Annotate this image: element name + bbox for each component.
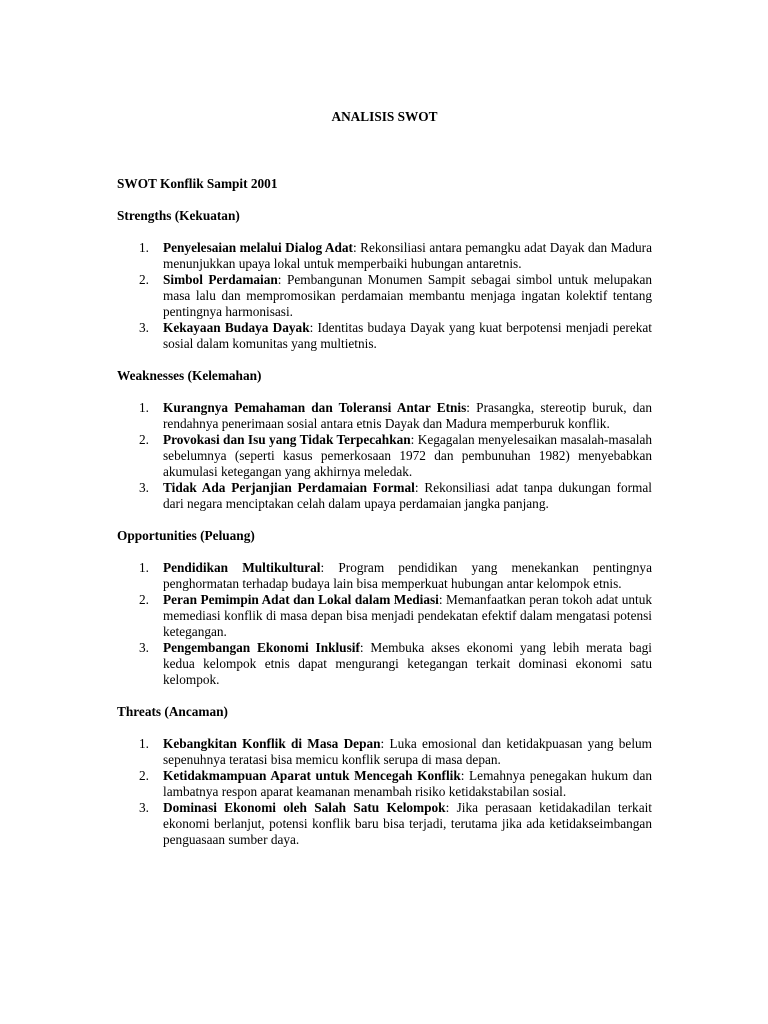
- opportunities-list: [117, 560, 652, 688]
- item-term: Dominasi Ekonomi oleh Salah Satu Kelompok: [163, 800, 446, 815]
- item-text: : Rekonsiliasi adat tanpa dukungan formal dari negara menciptakan celah dalam upaya perdamaian jangka panjang.: [163, 480, 652, 511]
- item-text: : Prasangka, stereotip buruk, dan rendahnya penerimaan sosial antara etnis Dayak dan Madura memperburuk konflik.: [163, 400, 653, 431]
- list-number: 3.: [139, 320, 149, 335]
- item-text: : Pembangunan Monumen Sampit sebagai simbol untuk melupakan masa lalu dan mempromosikan perdamaian membantu menjaga ingatan kolektif tentang pentingnya harmonisasi.: [163, 272, 652, 319]
- list-number: 1.: [139, 736, 149, 751]
- item-text: : Rekonsiliasi antara pemangku adat Dayak dan Madura menunjukkan upaya lokal untuk memperbaiki hubungan antaretnis.: [163, 240, 652, 271]
- item-term: Tidak Ada Perjanjian Perdamaian Formal: [163, 480, 415, 495]
- item-term: Pendidikan Multikultural: [163, 560, 321, 575]
- list-number: 2.: [139, 592, 149, 607]
- section-heading-opportunities: Opportunities (Peluang): [117, 528, 255, 543]
- document-page: [117, 109, 652, 864]
- list-number: 2.: [139, 768, 149, 783]
- list-number: 3.: [139, 480, 149, 495]
- document-subtitle: SWOT Konflik Sampit 2001: [117, 176, 278, 191]
- section-heading-strengths: Strengths (Kekuatan): [117, 208, 240, 223]
- list-number: 2.: [139, 432, 149, 447]
- item-term: Provokasi dan Isu yang Tidak Terpecahkan: [163, 432, 411, 447]
- list-item: [117, 480, 652, 512]
- item-term: Ketidakmampuan Aparat untuk Mencegah Konflik: [163, 768, 461, 783]
- item-term: Peran Pemimpin Adat dan Lokal dalam Mediasi: [163, 592, 439, 607]
- list-item: [117, 736, 652, 768]
- item-text: : Membuka akses ekonomi yang lebih merata bagi kedua kelompok etnis dapat mengurangi ketegangan terkait dominasi ekonomi satu kelompok.: [163, 640, 652, 687]
- list-number: 2.: [139, 272, 149, 287]
- item-text: : Jika perasaan ketidakadilan terkait ekonomi berlanjut, potensi konflik baru bisa terjadi, terutama jika ada ketidakseimbangan penguasaan sumber daya.: [163, 800, 653, 847]
- item-term: Kebangkitan Konflik di Masa Depan: [163, 736, 381, 751]
- list-number: 3.: [139, 640, 149, 655]
- item-text: : Kegagalan menyelesaikan masalah-masalah sebelumnya (seperti kasus pemerkosaan 1972 dan pembunuhan 1982) menyebabkan akumulasi ketegangan yang akhirnya meledak.: [163, 432, 652, 479]
- section-heading-threats: Threats (Ancaman): [117, 704, 228, 719]
- item-text: : Identitas budaya Dayak yang kuat berpotensi menjadi perekat sosial dalam komunitas yang multietnis.: [163, 320, 652, 351]
- list-number: 1.: [139, 400, 149, 415]
- list-item: [117, 800, 652, 848]
- item-term: Penyelesaian melalui Dialog Adat: [163, 240, 353, 255]
- weaknesses-list: [117, 400, 652, 512]
- list-item: [117, 640, 652, 688]
- list-item: [117, 432, 652, 480]
- list-item: [117, 240, 652, 272]
- document-title: ANALISIS SWOT: [331, 109, 438, 124]
- list-item: [117, 768, 652, 800]
- list-number: 1.: [139, 240, 149, 255]
- item-term: Kekayaan Budaya Dayak: [163, 320, 310, 335]
- list-number: 1.: [139, 560, 149, 575]
- item-term: Simbol Perdamaian: [163, 272, 278, 287]
- item-term: Pengembangan Ekonomi Inklusif: [163, 640, 360, 655]
- list-item: [117, 560, 652, 592]
- list-item: [117, 592, 652, 640]
- list-number: 3.: [139, 800, 149, 815]
- item-term: Kurangnya Pemahaman dan Toleransi Antar Etnis: [163, 400, 467, 415]
- strengths-list: [117, 240, 652, 352]
- section-heading-weaknesses: Weaknesses (Kelemahan): [117, 368, 262, 383]
- list-item: [117, 400, 652, 432]
- list-item: [117, 320, 652, 352]
- item-text: : Memanfaatkan peran tokoh adat untuk memediasi konflik di masa depan bisa menjadi pendekatan efektif dalam mengatasi potensi ketegangan.: [163, 592, 652, 639]
- item-text: : Lemahnya penegakan hukum dan lambatnya respon aparat keamanan menambah risiko ketidakstabilan sosial.: [163, 768, 653, 799]
- threats-list: [117, 736, 652, 848]
- item-text: : Luka emosional dan ketidakpuasan yang belum sepenuhnya teratasi bisa memicu konflik serupa di masa depan.: [163, 736, 653, 767]
- list-item: [117, 272, 652, 320]
- item-text: : Program pendidikan yang menekankan pentingnya penghormatan terhadap budaya lain bisa memperkuat hubungan antar kelompok etnis.: [163, 560, 652, 591]
